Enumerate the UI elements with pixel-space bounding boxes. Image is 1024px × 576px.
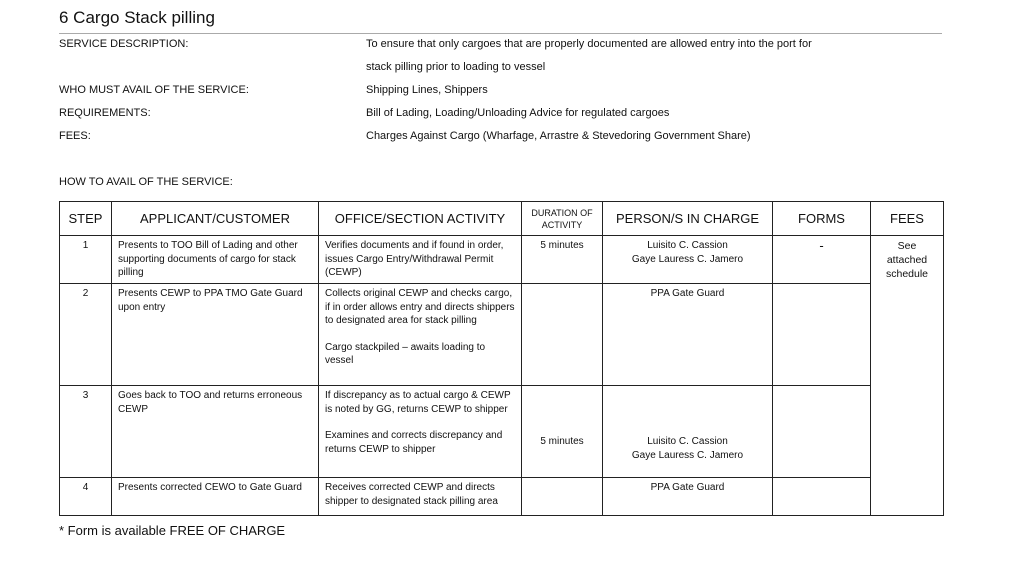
duration-cell (522, 478, 603, 516)
duration-cell: 5 minutes (522, 386, 603, 478)
person-name: Luisito C. Cassion (647, 240, 728, 251)
person-name: Gaye Lauress C. Jamero (631, 449, 744, 461)
title-divider (59, 33, 942, 34)
fees-label: FEES: (59, 130, 91, 142)
office-activity: If discrepancy as to actual cargo & CEWP is noted by GG, returns CEWP to shipper (325, 390, 511, 415)
fees-cell: See attached schedule (871, 236, 944, 516)
header-office: OFFICE/SECTION ACTIVITY (319, 202, 522, 236)
fees-value: Charges Against Cargo (Wharfage, Arrastre & Stevedoring Government Share) (366, 130, 751, 142)
person-name: Luisito C. Cassion (647, 436, 728, 447)
table-row (60, 284, 944, 386)
applicant-cell: Goes back to TOO and returns erroneous CEWP (112, 386, 319, 478)
header-forms: FORMS (773, 202, 871, 236)
person-cell (603, 386, 773, 478)
service-description-line2: stack pilling prior to loading to vessel (366, 61, 546, 73)
forms-cell (773, 386, 871, 478)
steps-table (59, 201, 944, 516)
table-row (60, 386, 944, 478)
office-cell: Receives corrected CEWP and directs shipper to designated stack pilling area (319, 478, 522, 516)
header-step: STEP (60, 202, 112, 236)
office-cell (319, 386, 522, 478)
applicant-cell: Presents CEWP to PPA TMO Gate Guard upon entry (112, 284, 319, 386)
requirements-value: Bill of Lading, Loading/Unloading Advice for regulated cargoes (366, 107, 670, 119)
service-description-label: SERVICE DESCRIPTION: (59, 38, 189, 50)
requirements-label: REQUIREMENTS: (59, 107, 151, 119)
office-cell: Verifies documents and if found in order, issues Cargo Entry/Withdrawal Permit (CEWP) (319, 236, 522, 284)
office-activity: Examines and corrects discrepancy and returns CEWP to shipper (325, 430, 503, 455)
step-number: 2 (60, 284, 112, 386)
forms-cell (773, 478, 871, 516)
office-activity: Cargo stackpiled – awaits loading to vessel (325, 341, 486, 366)
header-duration: DURATION OF ACTIVITY (522, 202, 603, 236)
header-person: PERSON/S IN CHARGE (603, 202, 773, 236)
header-fees: FEES (871, 202, 944, 236)
forms-cell: - (773, 236, 871, 284)
who-label: WHO MUST AVAIL OF THE SERVICE: (59, 84, 249, 96)
table-row (60, 478, 944, 516)
table-header-row (60, 202, 944, 236)
how-to-label: HOW TO AVAIL OF THE SERVICE: (59, 176, 233, 188)
page-title: 6 Cargo Stack pilling (59, 8, 215, 27)
footnote: * Form is available FREE OF CHARGE (59, 523, 286, 538)
duration-cell (522, 284, 603, 386)
table-row (60, 236, 944, 284)
person-cell: PPA Gate Guard (603, 284, 773, 386)
person-name: Gaye Lauress C. Jamero (631, 253, 744, 265)
step-number: 1 (60, 236, 112, 284)
who-value: Shipping Lines, Shippers (366, 84, 488, 96)
step-number: 3 (60, 386, 112, 478)
duration-cell: 5 minutes (522, 236, 603, 284)
office-activity: Collects original CEWP and checks cargo, if in order allows entry and directs shippers to designated area for stack pilling (325, 288, 515, 326)
person-cell (603, 236, 773, 284)
person-cell: PPA Gate Guard (603, 478, 773, 516)
applicant-cell: Presents to TOO Bill of Lading and other supporting documents of cargo for stack pilling (112, 236, 319, 284)
service-description-line1: To ensure that only cargoes that are properly documented are allowed entry into the port for (366, 38, 812, 50)
office-cell (319, 284, 522, 386)
forms-cell (773, 284, 871, 386)
header-applicant: APPLICANT/CUSTOMER (112, 202, 319, 236)
step-number: 4 (60, 478, 112, 516)
applicant-cell: Presents corrected CEWO to Gate Guard (112, 478, 319, 516)
